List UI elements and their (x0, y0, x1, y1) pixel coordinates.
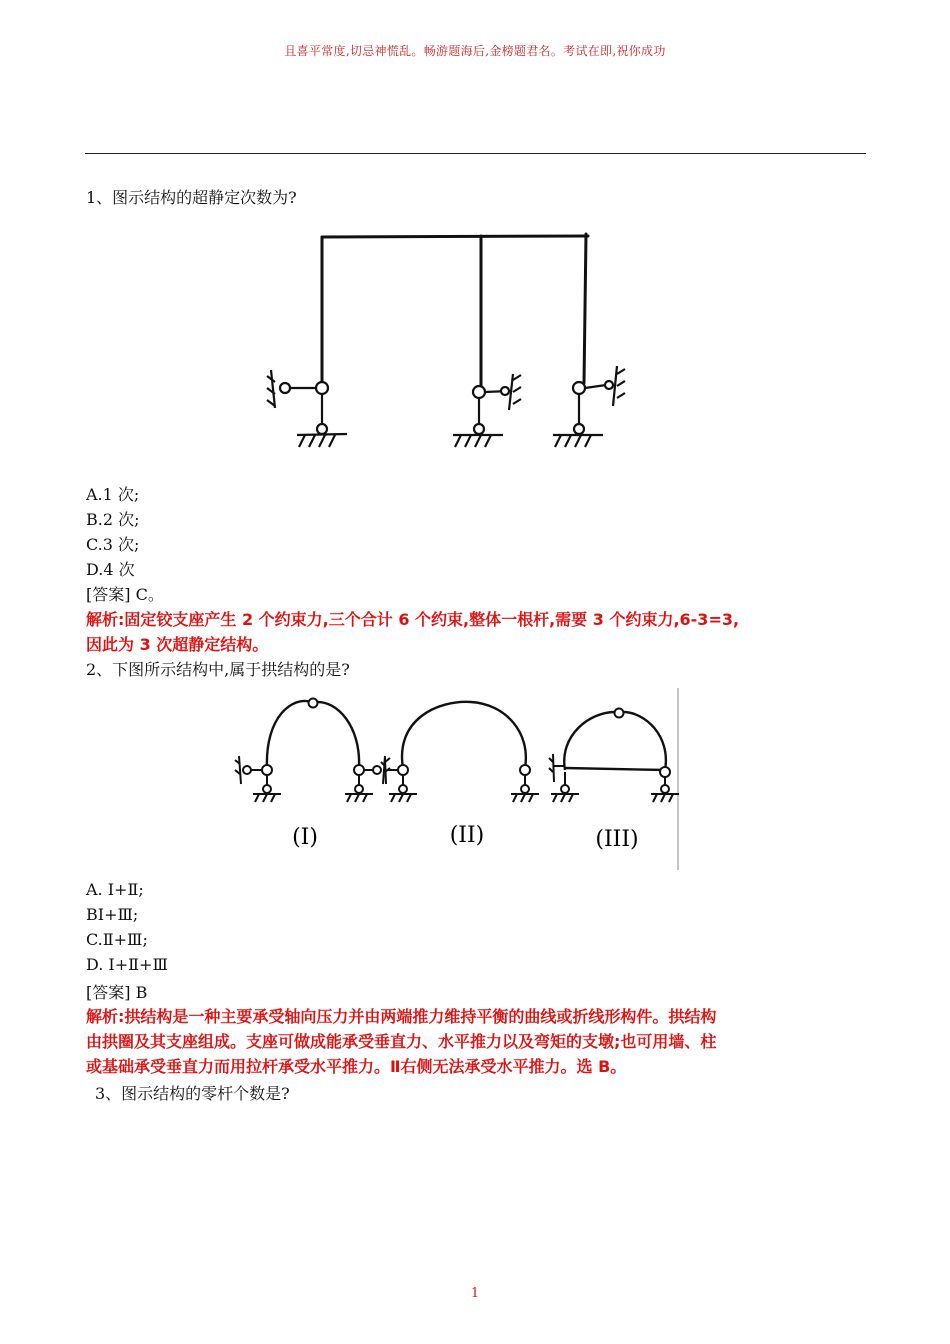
arch-label-i: (I) (292, 825, 318, 850)
q2-option-c: C.Ⅱ+Ⅲ; (86, 930, 148, 949)
q1-option-a: A.1 次; (86, 485, 140, 504)
q2-option-b: BⅠ+Ⅲ; (86, 905, 139, 924)
header-motto: 且喜平常度,切忌神慌乱。畅游题海后,金榜题君名。考试在即,祝你成功 (284, 44, 666, 58)
q2-analysis-line-2: 由拱圈及其支座组成。支座可做成能承受垂直力、水平推力以及弯矩的支墩;也可用墙、柱 (86, 1032, 717, 1051)
q1-question: 1、图示结构的超静定次数为? (86, 188, 297, 207)
q1-answer: [答案] C。 (86, 585, 164, 604)
q2-answer: [答案] B (86, 983, 148, 1002)
arch-label-ii: (II) (449, 823, 485, 848)
q3-question: 3、图示结构的零杆个数是? (95, 1084, 290, 1103)
header-divider (85, 153, 866, 154)
q2-arch-figure (225, 686, 685, 874)
page-number: 1 (470, 1286, 480, 1301)
q1-analysis-line-1: 解析:固定铰支座产生 2 个约束力,三个合计 6 个约束,整体一根杆,需要 3 个约束力,6-3=3, (86, 610, 740, 629)
arch-label-iii: (III) (595, 827, 639, 852)
q1-analysis-line-2: 因此为 3 次超静定结构。 (86, 635, 269, 654)
q2-analysis-line-1: 解析:拱结构是一种主要承受轴向压力并由两端推力维持平衡的曲线或折线形构件。拱结构 (86, 1007, 717, 1026)
q1-frame-figure (255, 228, 645, 458)
q1-option-c: C.3 次; (86, 535, 140, 554)
q2-option-d: D. Ⅰ+Ⅱ+Ⅲ (86, 955, 168, 974)
q2-option-a: A. Ⅰ+Ⅱ; (86, 880, 144, 899)
q1-option-d: D.4 次 (86, 560, 135, 579)
q1-option-b: B.2 次; (86, 510, 140, 529)
q2-question: 2、下图所示结构中,属于拱结构的是? (86, 660, 350, 679)
q2-analysis-line-3: 或基础承受垂直力而用拉杆承受水平推力。Ⅱ右侧无法承受水平推力。选 B。 (86, 1057, 627, 1076)
